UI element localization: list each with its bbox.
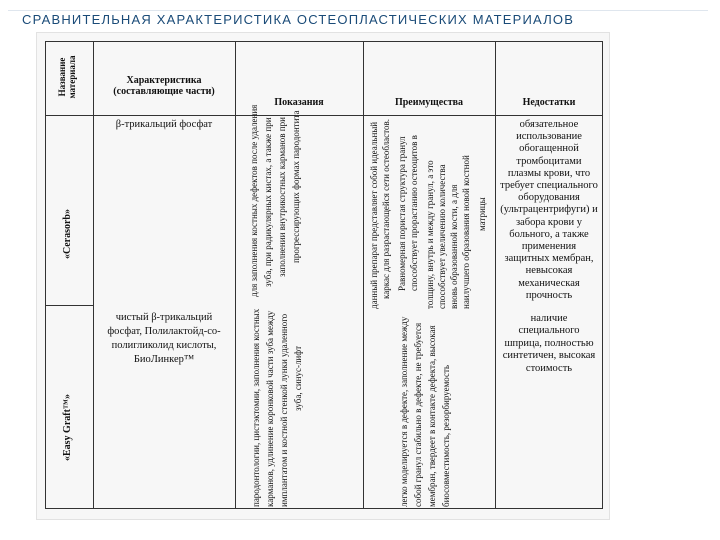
- header-characteristics: Характеристика (составляющие части): [113, 75, 215, 97]
- row1-advantages-line: матрицы: [477, 197, 487, 231]
- row1-indications-line: прогрессирующих формах пародонтита: [291, 110, 301, 263]
- row2-characteristics: чистый β-трикальций фосфат, Полилактойд-со-полигликолид кислоты, БиоЛинкер™: [107, 312, 221, 365]
- row1-indications-line: заполнении внутрикостных карманов при: [277, 117, 287, 277]
- row1-characteristics: β-трикальций фосфат: [115, 119, 213, 130]
- materials-table: [45, 41, 603, 509]
- col-line-4: [495, 41, 496, 509]
- col-line-2: [235, 41, 236, 509]
- row1-advantages-line: наилучшего образования новой костной: [461, 155, 471, 309]
- row1-advantages-line: Равномерная пористая структура гранул: [397, 136, 407, 291]
- header-separator: [45, 115, 603, 116]
- col-line-3: [363, 41, 364, 509]
- page-title: СРАВНИТЕЛЬНАЯ ХАРАКТЕРИСТИКА ОСТЕОПЛАСТИЧЕСКИХ МАТЕРИАЛОВ: [22, 12, 575, 27]
- header-name: Название материала: [57, 55, 77, 99]
- row-separator-name: [45, 305, 93, 306]
- row2-advantages-line: легко моделируется в дефекте, заполнение между: [399, 316, 409, 507]
- row1-advantages-line: способствует увеличению количества: [437, 164, 447, 309]
- row2-name: «Easy Graft™»: [62, 394, 73, 461]
- row1-indications-line: зуба, при радикулярных кистах, а также при: [263, 117, 273, 287]
- row2-indications-line: зуба, синус-лифт: [293, 345, 303, 411]
- row1-advantages-line: данный препарат представляет собой идеальный: [369, 121, 379, 309]
- row1-advantages-line: способствует прорастанию остеоцитов в: [409, 135, 419, 291]
- document-scan: [36, 32, 610, 520]
- row1-advantages-line: вновь образованной кости, а для: [449, 184, 459, 309]
- title-rule: [8, 10, 708, 11]
- row1-advantages-line: толщину, внутрь и между гранул, а это: [425, 160, 435, 309]
- row1-name: «Cerasorb»: [62, 209, 73, 259]
- row2-disadvantages: наличие специального шприца, полностью синтетичен, высокая стоимость: [502, 313, 596, 374]
- row2-advantages-line: мембран, твердеет в контакте дефекта, высокая: [427, 325, 437, 507]
- row2-advantages-line: биосовместимость, резорбируемость: [441, 364, 451, 507]
- row1-indications-line: для заполнения костных дефектов после удаления: [249, 104, 259, 297]
- header-disadvantages: Недостатки: [522, 97, 576, 108]
- table-border-left: [45, 41, 46, 509]
- row1-advantages-line: каркас для разрастающейся сети остеобластов.: [381, 119, 391, 299]
- row2-advantages-line: собой гранул стабильно в дефекте, не требуется: [413, 322, 423, 507]
- row1-disadvantages: обязательное использование обогащенной тромбоцитами плазмы крови, что требует специального оборудования (ультрацентрифуги) и забора крови у больного, а также применения защитных мембран, невысокая механическая прочность: [500, 119, 598, 301]
- row2-indications-line: карманов, удлинение коронковой части зуба между: [265, 310, 275, 507]
- col-line-1: [93, 41, 94, 509]
- table-border-top: [45, 41, 603, 42]
- row2-indications-line: имплантатом и костной стенкой лунки удаленного: [279, 313, 289, 507]
- table-border-bottom: [45, 508, 603, 509]
- table-border-right: [602, 41, 603, 509]
- header-indications: Показания: [274, 97, 324, 108]
- header-advantages: Преимущества: [394, 97, 464, 108]
- row2-indications-line: пародонтологии, цистэктомии, заполнения костных: [251, 308, 261, 507]
